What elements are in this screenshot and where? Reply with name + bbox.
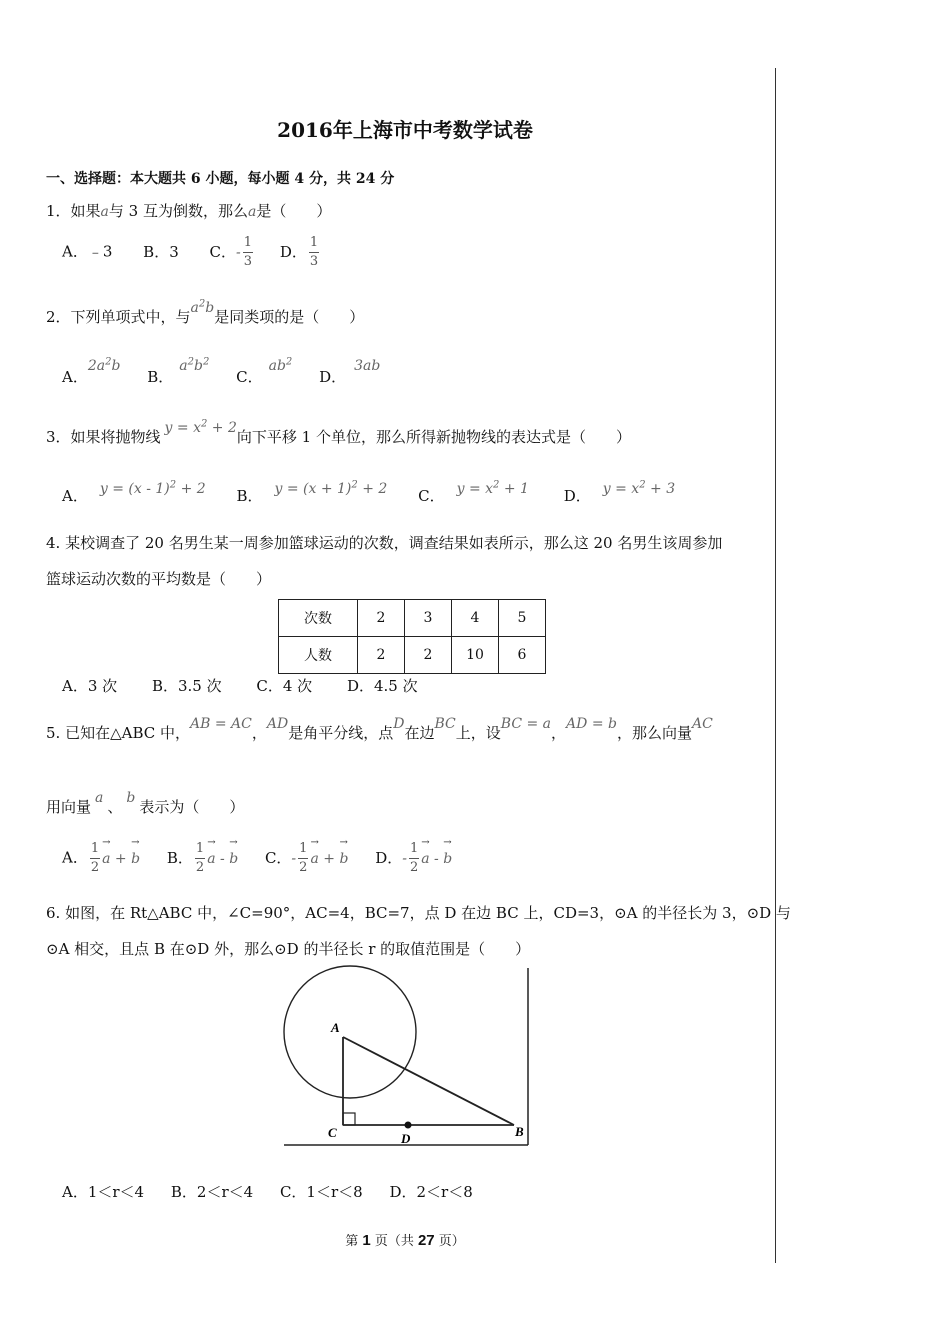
section-heading: 一、选择题：本大题共 6 小题，每小题 4 分，共 24 分 — [46, 171, 395, 187]
document-title: 2016年上海市中考数学试卷 — [277, 118, 533, 142]
q5-option-d-fraction: $\frac{1}{2}$ — [409, 841, 419, 875]
table-cell: 2 — [358, 600, 405, 637]
table-cell: 10 — [452, 637, 499, 674]
q1-text: 1．如果 — [46, 202, 101, 220]
q4-data-table — [278, 599, 546, 674]
q6-geometry-figure — [280, 965, 535, 1150]
page-total: 27 — [417, 1232, 435, 1249]
q5-option-c: C． — [264, 848, 292, 867]
q1-option-c-fraction: $\frac{1}{3}$ — [243, 235, 253, 269]
q3-text: 向下平移 1 个单位，那么所得新抛物线的表达式是（ ） — [236, 428, 631, 446]
q3-expr: $y = x^2 + 2$ — [164, 418, 237, 436]
q1-option-a: A．﹣3 — [62, 242, 113, 261]
right-angle-mark — [343, 1113, 355, 1125]
segment-ab — [343, 1037, 514, 1125]
label-a: A — [331, 1020, 340, 1035]
question-4-line2: 篮球运动次数的平均数是（ ） — [46, 570, 272, 588]
question-3 — [46, 418, 631, 447]
q2-text: 是同类项的是（ ） — [214, 308, 365, 326]
q2-option-d: D． — [319, 368, 347, 386]
q1-text: 与 3 互为倒数，那么 — [108, 202, 248, 220]
q5-option-d: D． — [375, 848, 403, 867]
q2-options — [62, 356, 381, 387]
label-b: B — [515, 1124, 524, 1139]
q6-option-c: C．1＜r＜8 — [279, 1183, 363, 1201]
page-margin-rule — [775, 68, 776, 1263]
q5-option-b-fraction: $\frac{1}{2}$ — [195, 841, 205, 875]
q1-var-a: a — [100, 204, 109, 220]
q5-math: AC — [691, 716, 713, 732]
q5-math: D — [393, 716, 405, 732]
table-row — [279, 600, 546, 637]
label-c: C — [328, 1125, 337, 1140]
q2-text: 2．下列单项式中，与 — [46, 308, 191, 326]
q5-vector-a: a — [95, 790, 104, 806]
q5-options: A． $\frac{1}{2}$ → a + → b B． $\frac{1}{2}$ → a - → b C．- $\frac{1}{2}$ → a + → b D．- $\frac{1}{2}$ → a - → b — [62, 840, 452, 877]
q3-options — [62, 479, 676, 506]
q5-math: BC — [434, 716, 456, 732]
q4-option-c: C．4 次 — [256, 677, 313, 695]
q5-option-c-fraction: $\frac{1}{2}$ — [299, 841, 308, 875]
point-d — [405, 1122, 412, 1129]
q4-option-d: D．4.5 次 — [346, 677, 418, 695]
q3-option-b: B． — [236, 487, 263, 505]
circle-a — [284, 966, 416, 1098]
q2-option-a: A． — [62, 368, 88, 386]
q2-option-b: B． — [147, 368, 174, 386]
question-6-line1: 6. 如图，在 Rt△ABC 中，∠C=90°，AC=4，BC=7，点 D 在边 BC 上，CD=3，⊙A 的半径长为 3，⊙D 与 — [46, 904, 791, 922]
q5-option-b: B． — [166, 848, 193, 867]
q1-option-c-sign: - — [236, 244, 241, 261]
q3-option-c-expr: $y = x^2 + 1$ — [456, 479, 529, 497]
table-cell: 2 — [405, 637, 452, 674]
q2-option-c: C． — [236, 368, 263, 386]
q6-option-d: D．2＜r＜8 — [389, 1183, 473, 1201]
q5-math: AD = b — [566, 716, 617, 732]
q2-option-b-expr: $a^2b^2$ — [179, 356, 210, 374]
table-cell: 5 — [499, 600, 546, 637]
q6-option-b: B．2＜r＜4 — [170, 1183, 254, 1201]
page-number: 1 — [362, 1232, 371, 1249]
q3-text: 3．如果将抛物线 — [46, 428, 161, 446]
label-d: D — [401, 1131, 411, 1146]
q5-math: BC = a — [500, 716, 552, 732]
q2-option-d-expr: 3ab — [354, 358, 381, 374]
q1-option-b: B．3 — [143, 242, 179, 261]
q1-option-c: C． — [209, 242, 237, 261]
q1-option-d: D． — [279, 242, 307, 261]
q2-expr: $a^2b$ — [190, 298, 215, 316]
q1-options — [62, 234, 321, 271]
q5-math: AB = AC — [190, 716, 252, 732]
q3-option-a-expr: y = (x - 1)$^2$ + 2 — [99, 479, 206, 497]
table-cell: 次数 — [279, 600, 358, 637]
q6-options — [62, 1181, 473, 1202]
question-1 — [46, 200, 331, 221]
q4-option-a: A．3 次 — [62, 677, 118, 695]
q3-option-a: A． — [62, 487, 88, 505]
q1-text: 是（ ） — [256, 202, 332, 220]
page-footer: 第 1 页（共 27 页） — [345, 1232, 465, 1249]
question-4-line1: 4. 某校调查了 20 名男生某一周参加篮球运动的次数，调查结果如表所示，那么这 20 名男生该周参加 — [46, 534, 723, 552]
question-5-line2: 用向量 a 、 b 表示为（ ） — [46, 790, 245, 816]
q3-option-d: D． — [563, 487, 591, 505]
q3-option-b-expr: $y = (x + 1)^2 + 2$ — [274, 479, 388, 497]
q2-option-c-expr: $ab^2$ — [268, 356, 293, 374]
question-2 — [46, 298, 365, 327]
question-6-line2: ⊙A 相交，且点 B 在⊙D 外，那么⊙D 的半径长 r 的取值范围是（ ） — [46, 940, 531, 958]
q4-option-b: B．3.5 次 — [151, 677, 222, 695]
q5-vector-b: b — [126, 790, 136, 806]
q5-option-a-fraction: $\frac{1}{2}$ — [90, 841, 100, 875]
q1-option-d-fraction: $\frac{1}{3}$ — [309, 235, 319, 269]
table-cell: 6 — [499, 637, 546, 674]
q4-options — [62, 675, 418, 696]
q3-option-d-expr: $y = x^2 + 3$ — [602, 479, 676, 497]
table-cell: 人数 — [279, 637, 358, 674]
q2-option-a-expr: $2a^2b$ — [87, 356, 121, 374]
q6-option-a: A．1＜r＜4 — [62, 1183, 145, 1201]
q5-math: AD — [266, 716, 289, 732]
q3-option-c: C． — [418, 487, 445, 505]
question-5-line1: 5. 已知在△ABC 中，AB = AC，AD是角平分线，点D在边BC上，设BC = a，AD = b，那么向量AC — [46, 716, 713, 742]
q5-option-a: A． — [62, 848, 88, 867]
table-row — [279, 637, 546, 674]
table-cell: 4 — [452, 600, 499, 637]
table-cell: 3 — [405, 600, 452, 637]
table-cell: 2 — [358, 637, 405, 674]
q1-var-a: a — [248, 204, 257, 220]
